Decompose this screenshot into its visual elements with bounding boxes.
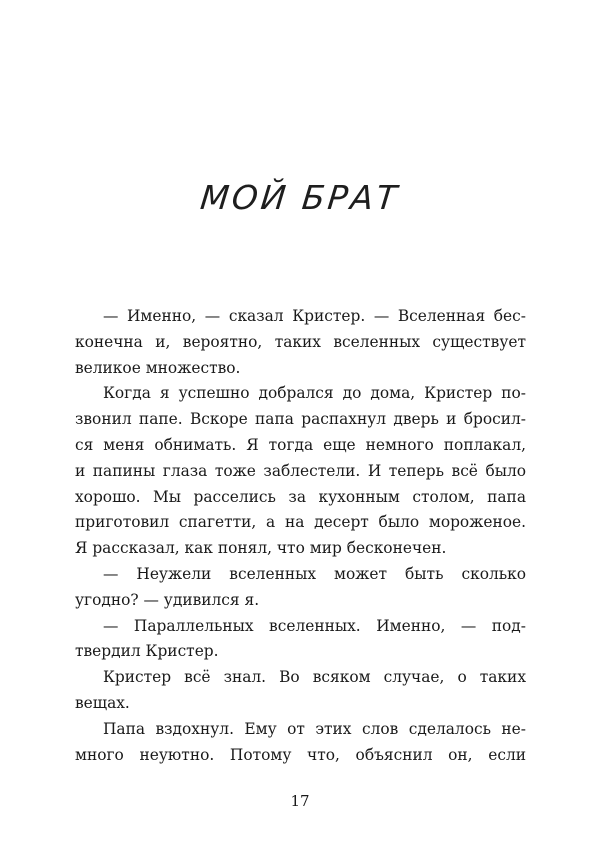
text-line: звонил папе. Вскоре папа распахнул дверь и бросил- [75,410,526,429]
text-line: и папины глаза тоже заблестели. И теперь всё было [75,461,526,480]
text-line: много неуютно. Потому что, объяснил он, если [75,745,526,764]
page-number: 17 [290,792,310,810]
text-line: Папа вздохнул. Ему от этих слов сделалось не- [103,719,526,738]
text-line: ся меня обнимать. Я тогда еще немного поплакал, [75,435,526,454]
text-line: хорошо. Мы расселись за кухонным столом, папа [75,487,526,506]
body-text [75,304,526,768]
text-line: — Неужели вселенных может быть сколько [103,564,526,583]
text-line: — Параллельных вселенных. Именно, — под- [103,616,526,635]
chapter-title: МОЙ БРАТ [198,178,402,217]
text-line: конечна и, вероятно, таких вселенных существует [75,332,526,351]
text-line: Я рассказал, как понял, что мир бесконечен. [75,539,447,558]
text-line: приготовил спагетти, а на десерт было мороженое. [75,513,526,532]
text-line: Кристер всё знал. Во всяком случае, о таких [103,668,526,687]
text-line: Когда я успешно добрался до дома, Кристер по- [103,384,526,403]
text-line: великое множество. [75,358,241,377]
text-line: твердил Кристер. [75,642,219,661]
text-line: угодно? — удивился я. [75,590,260,609]
text-line: вещах. [75,693,130,712]
text-line: — Именно, — сказал Кристер. — Вселенная бес- [103,307,526,325]
